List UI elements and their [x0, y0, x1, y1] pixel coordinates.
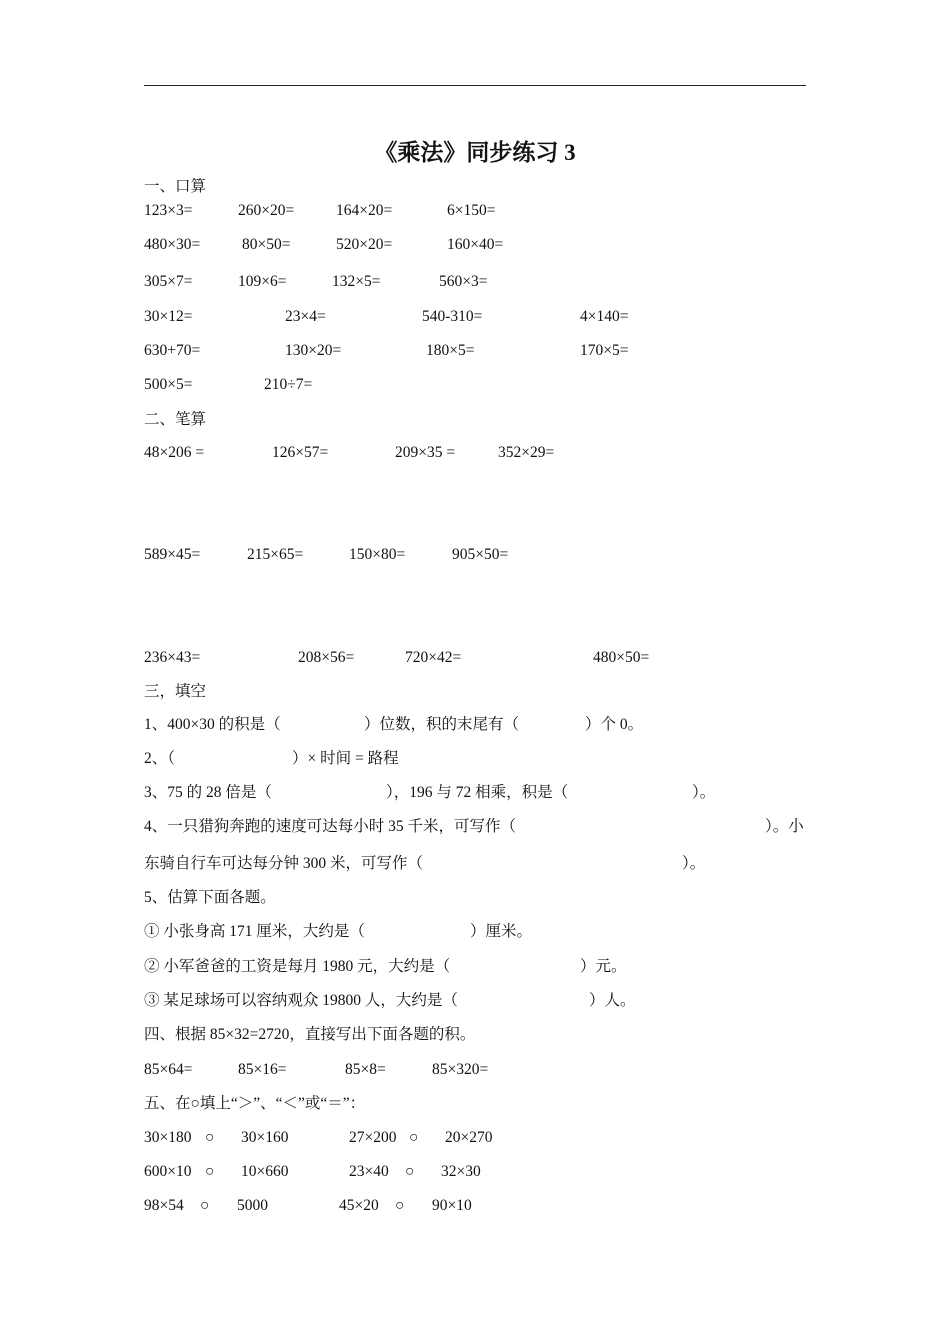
product-problem: 85×64=	[144, 1061, 193, 1078]
estimate-item: ）元。	[580, 958, 627, 975]
oral-problem: 4×140=	[580, 308, 629, 325]
oral-problem: 130×20=	[285, 342, 342, 359]
oral-problem: 560×3=	[439, 273, 488, 290]
oral-problem: 540-310=	[422, 308, 483, 325]
fill-q2-part: ）× 时间 = 路程	[292, 750, 399, 767]
compare-circle: ○	[205, 1163, 215, 1180]
section-heading-fill: 三，填空	[144, 683, 207, 700]
compare-right: 10×660	[241, 1163, 289, 1180]
compare-right: 5000	[237, 1197, 268, 1214]
header-rule	[144, 85, 806, 86]
written-problem: 48×206 =	[144, 444, 205, 461]
written-problem: 215×65=	[247, 546, 304, 563]
oral-problem: 260×20=	[238, 202, 295, 219]
oral-problem: 132×5=	[332, 273, 381, 290]
compare-circle: ○	[200, 1197, 210, 1214]
compare-right: 90×10	[432, 1197, 472, 1214]
product-problem: 85×8=	[345, 1061, 386, 1078]
fill-q1-part: ）位数，积的末尾有（	[364, 716, 520, 733]
fill-q3-part: ）。	[692, 784, 716, 801]
product-problem: 85×16=	[238, 1061, 287, 1078]
compare-left: 600×10	[144, 1163, 192, 1180]
estimate-item: ② 小军爸爸的工资是每月 1980 元，大约是（	[144, 958, 451, 975]
oral-problem: 164×20=	[336, 202, 393, 219]
compare-left: 98×54	[144, 1197, 184, 1214]
compare-left: 23×40	[349, 1163, 389, 1180]
compare-circle: ○	[395, 1197, 405, 1214]
written-problem: 480×50=	[593, 649, 650, 666]
oral-problem: 500×5=	[144, 376, 193, 393]
product-problem: 85×320=	[432, 1061, 489, 1078]
oral-problem: 23×4=	[285, 308, 326, 325]
oral-problem: 170×5=	[580, 342, 629, 359]
written-problem: 208×56=	[298, 649, 355, 666]
fill-q3-part: ），196 与 72 相乘，积是（	[386, 784, 569, 801]
written-problem: 720×42=	[405, 649, 462, 666]
page-title: 《乘法》同步练习 3	[374, 140, 576, 165]
fill-q2-part: 2、（	[144, 750, 176, 767]
oral-problem: 480×30=	[144, 236, 201, 253]
written-problem: 589×45=	[144, 546, 201, 563]
written-problem: 150×80=	[349, 546, 406, 563]
compare-left: 45×20	[339, 1197, 379, 1214]
written-problem: 236×43=	[144, 649, 201, 666]
oral-problem: 109×6=	[238, 273, 287, 290]
fill-q4-part: 4、一只猎狗奔跑的速度可达每小时 35 千米，可写作（	[144, 818, 517, 835]
fill-q5-heading: 5、估算下面各题。	[144, 889, 276, 906]
section-heading-written: 二、笔算	[144, 411, 207, 428]
written-problem: 352×29=	[498, 444, 555, 461]
compare-right: 32×30	[441, 1163, 481, 1180]
oral-problem: 180×5=	[426, 342, 475, 359]
estimate-item: ）人。	[589, 992, 636, 1009]
written-problem: 126×57=	[272, 444, 329, 461]
compare-left: 30×180	[144, 1129, 192, 1146]
oral-problem: 210÷7=	[264, 376, 313, 393]
compare-right: 30×160	[241, 1129, 289, 1146]
oral-problem: 30×12=	[144, 308, 193, 325]
oral-problem: 160×40=	[447, 236, 504, 253]
written-problem: 905×50=	[452, 546, 509, 563]
fill-q3-part: 3、75 的 28 倍是（	[144, 784, 272, 801]
fill-q4-part: ）。小	[765, 818, 804, 835]
estimate-item: ① 小张身高 171 厘米，大约是（	[144, 923, 365, 940]
compare-circle: ○	[205, 1129, 215, 1146]
oral-problem: 630+70=	[144, 342, 201, 359]
section-heading-products: 四、根据 85×32=2720，直接写出下面各题的积。	[144, 1026, 476, 1043]
section-heading-compare: 五、在○填上“＞”、“＜”或“＝”：	[144, 1095, 366, 1112]
fill-q4-continuation: ）。	[682, 855, 706, 872]
fill-q4-continuation: 东骑自行车可达每分钟 300 米，可写作（	[144, 855, 424, 872]
compare-circle: ○	[409, 1129, 419, 1146]
written-problem: 209×35 =	[395, 444, 456, 461]
fill-q1-part: ）个 0。	[585, 716, 644, 733]
oral-problem: 520×20=	[336, 236, 393, 253]
compare-left: 27×200	[349, 1129, 397, 1146]
oral-problem: 6×150=	[447, 202, 496, 219]
estimate-item: ③ 某足球场可以容纳观众 19800 人，大约是（	[144, 992, 458, 1009]
compare-right: 20×270	[445, 1129, 493, 1146]
fill-q1-part: 1、400×30 的积是（	[144, 716, 281, 733]
oral-problem: 80×50=	[242, 236, 291, 253]
oral-problem: 305×7=	[144, 273, 193, 290]
section-heading-oral: 一、口算	[144, 178, 207, 195]
oral-problem: 123×3=	[144, 202, 193, 219]
compare-circle: ○	[405, 1163, 415, 1180]
estimate-item: ）厘米。	[470, 923, 533, 940]
